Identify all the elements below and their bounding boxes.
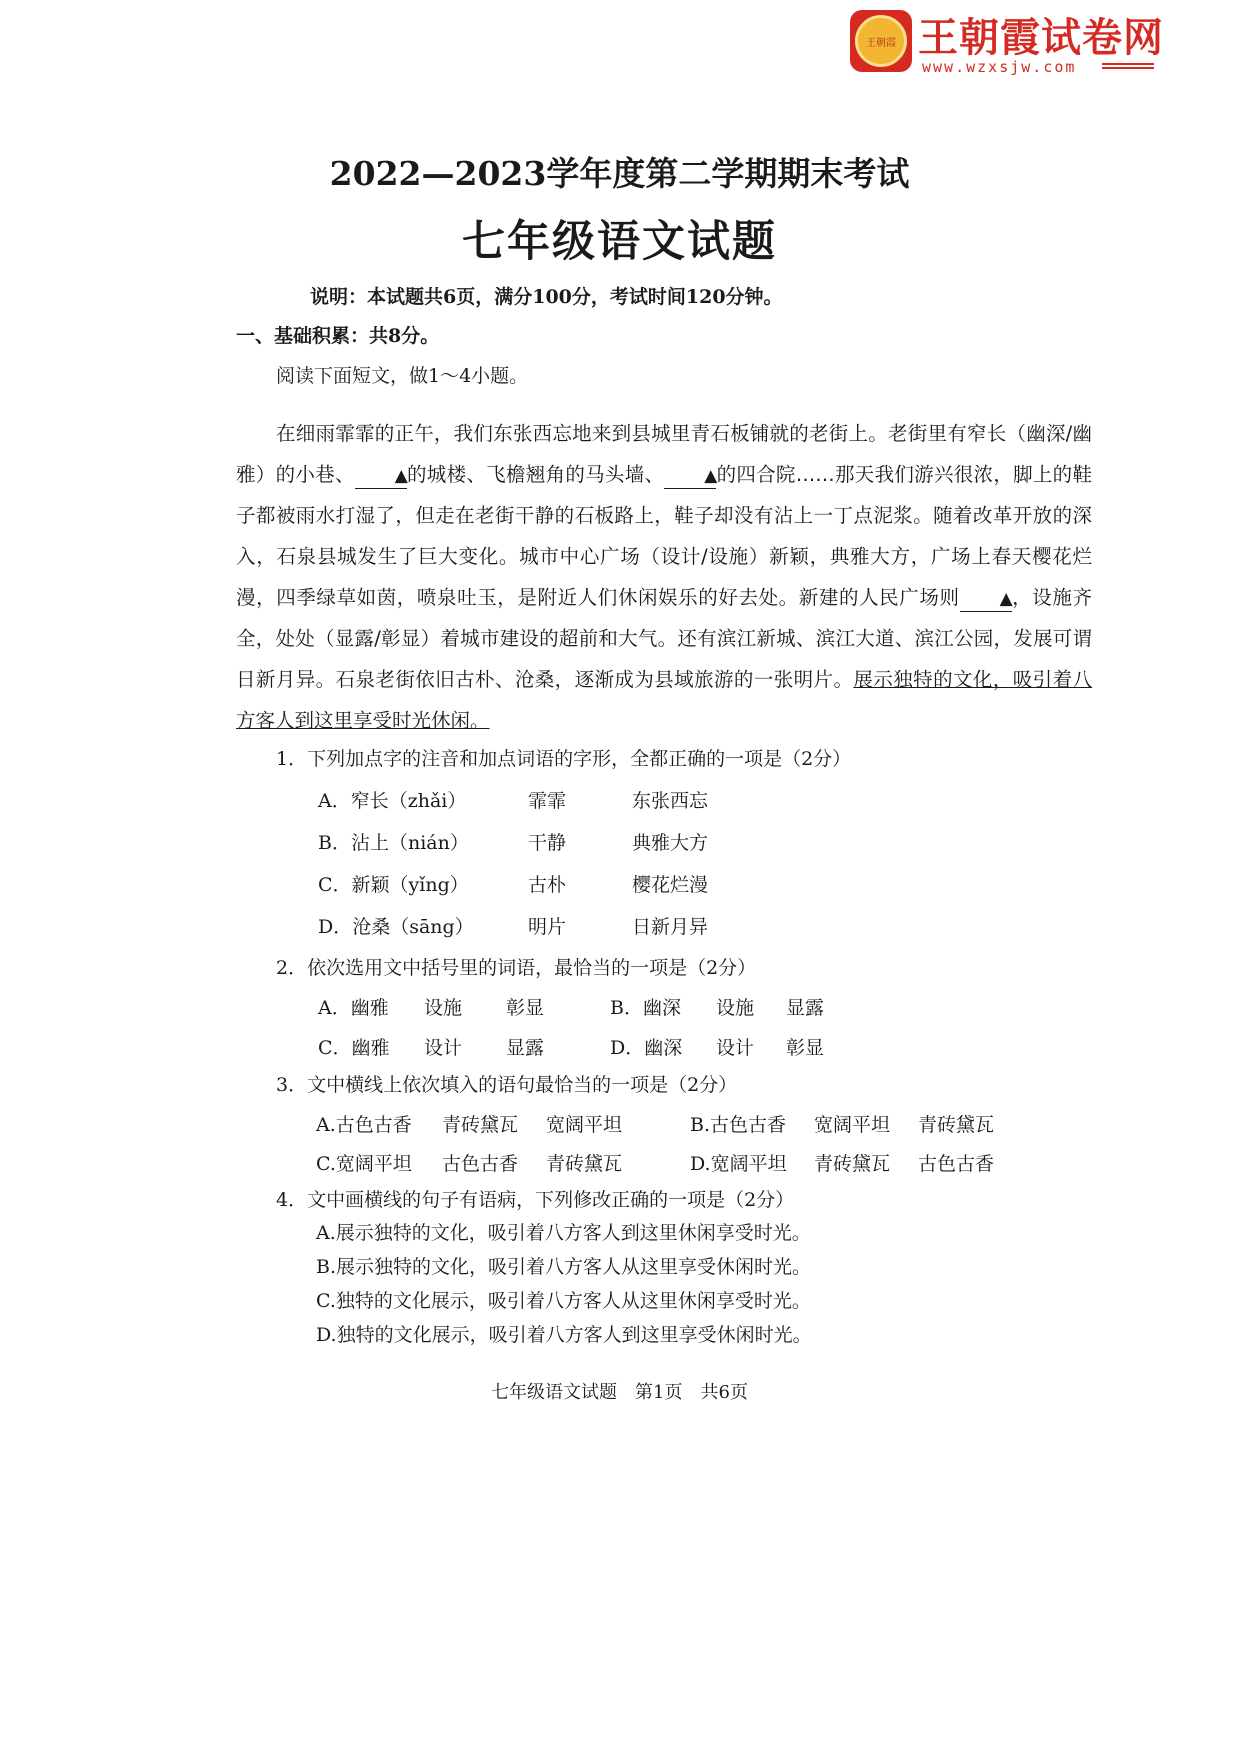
q1-option-d-word1: 明片 [528,916,567,938]
q3-option-b-word1: B.古色古香 [690,1114,787,1136]
q3-option-d-word3: 古色古香 [918,1153,995,1175]
q1-option-a: A．窄长（zhǎi） [318,790,467,812]
site-logo [850,10,1165,75]
q2-option-d-word2: 设计 [716,1037,755,1059]
q3-option-d-word1: D.宽阔平坦 [690,1153,787,1175]
exam-subtitle: 七年级语文试题 [462,217,777,267]
q3-option-a-word1: A.古色古香 [316,1114,412,1136]
q3-option-c-word2: 古色古香 [442,1153,519,1175]
q3-option-c-word3: 青砖黛瓦 [546,1153,623,1175]
q2-option-a-word1: A．幽雅 [318,997,389,1019]
q3-option-b-word3: 青砖黛瓦 [918,1114,995,1136]
blank-3: ▲ [960,587,1012,612]
q1-option-c: C．新颖（yǐng） [318,874,469,896]
q2-option-b-word2: 设施 [716,997,755,1019]
q1-option-b-word1: 干静 [528,832,567,854]
page-footer: 七年级语文试题 第1页 共6页 [491,1382,748,1403]
passage-paragraph [236,413,1092,741]
q4-option-c: C.独特的文化展示，吸引着八方客人从这里休闲享受时光。 [316,1290,811,1312]
q4-option-b: B.展示独特的文化，吸引着八方客人从这里享受休闲时光。 [316,1256,812,1278]
passage-segment-3: 的四合院……那天我们游兴很浓，脚上的鞋子都被雨水打湿了，但走在老街干静的石板路上，鞋子却没有沾上一丁点泥浆。随着改革开放的深入，石泉县城发生了巨大变化。城市中心广场（设计/设施）新颖，典雅大方，广场上春天樱花烂漫，四季绿草如茵，喷泉吐玉，是附近人们休闲娱乐的好去处。新建的人民广场则 [236,463,1092,609]
q2-option-d-word1: D．幽深 [610,1037,683,1059]
q3-option-d-word2: 青砖黛瓦 [814,1153,891,1175]
logo-lines-decoration [1102,63,1154,72]
section-intro: 阅读下面短文，做1～4小题。 [276,365,529,387]
q1-option-b: B．沾上（nián） [318,832,469,854]
q1-option-d: D．沧桑（sāng） [318,916,474,938]
q2-option-a-word2: 设施 [424,997,463,1019]
q2-option-b-word3: 显露 [786,997,825,1019]
q4-option-d: D.独特的文化展示，吸引着八方客人到这里享受休闲时光。 [316,1324,812,1346]
logo-url: www.wzxsjw.com [922,58,1077,76]
q1-option-a-word1: 霏霏 [528,790,567,812]
question-2-stem: 2．依次选用文中括号里的词语，最恰当的一项是（2分） [276,957,757,979]
section-heading: 一、基础积累：共8分。 [236,325,440,347]
q2-option-c-word2: 设计 [424,1037,463,1059]
blank-2: ▲ [664,464,716,489]
q2-option-a-word3: 彰显 [506,997,545,1019]
exam-note: 说明：本试题共6页，满分100分，考试时间120分钟。 [310,286,783,308]
q4-option-a: A.展示独特的文化，吸引着八方客人到这里休闲享受时光。 [316,1222,811,1244]
passage-segment-1: 在细雨霏霏的正午，我们东张西忘地来到县城里青石板铺就的老街上。老街里有窄长（幽深/幽雅）的小巷、 [236,422,1092,486]
q3-option-a-word3: 宽阔平坦 [546,1114,623,1136]
q2-option-c-word1: C．幽雅 [318,1037,390,1059]
q1-option-c-word1: 古朴 [528,874,567,896]
logo-seal-icon [850,10,912,72]
passage-segment-4: ，设施齐全，处处（显露/彰显）着城市建设的超前和大气。还有滨江新城、滨江大道、滨江公园，发展可谓日新月异。石泉老街依旧古朴、沧桑，逐渐成为县域旅游的一张明片。 [236,586,1092,691]
q1-option-c-word2: 樱花烂漫 [632,874,709,896]
q1-option-d-word2: 日新月异 [632,916,709,938]
q1-option-a-word2: 东张西忘 [632,790,709,812]
question-1-stem: 1．下列加点字的注音和加点词语的字形，全都正确的一项是（2分） [276,748,852,770]
q1-option-b-word2: 典雅大方 [632,832,709,854]
logo-brand: 王朝霞试卷网 [918,15,1164,61]
underlined-sentence: 展示独特的文化，吸引着八方客人到这里享受时光休闲。 [236,668,1092,732]
question-3-stem: 3．文中横线上依次填入的语句最恰当的一项是（2分） [276,1074,738,1096]
question-4-stem: 4．文中画横线的句子有语病，下列修改正确的一项是（2分） [276,1189,795,1211]
q3-option-b-word2: 宽阔平坦 [814,1114,891,1136]
exam-title: 2022—2023学年度第二学期期末考试 [329,154,910,193]
q3-option-a-word2: 青砖黛瓦 [442,1114,519,1136]
reading-passage [236,413,1092,741]
q3-option-c-word1: C.宽阔平坦 [316,1153,412,1175]
q2-option-b-word1: B．幽深 [610,997,681,1019]
logo-seal-text: 王朝霞 [855,15,907,67]
q2-option-c-word3: 显露 [506,1037,545,1059]
q2-option-d-word3: 彰显 [786,1037,825,1059]
passage-segment-2: 的城楼、飞檐翘角的马头墙、 [406,463,665,486]
blank-1: ▲ [355,464,407,489]
